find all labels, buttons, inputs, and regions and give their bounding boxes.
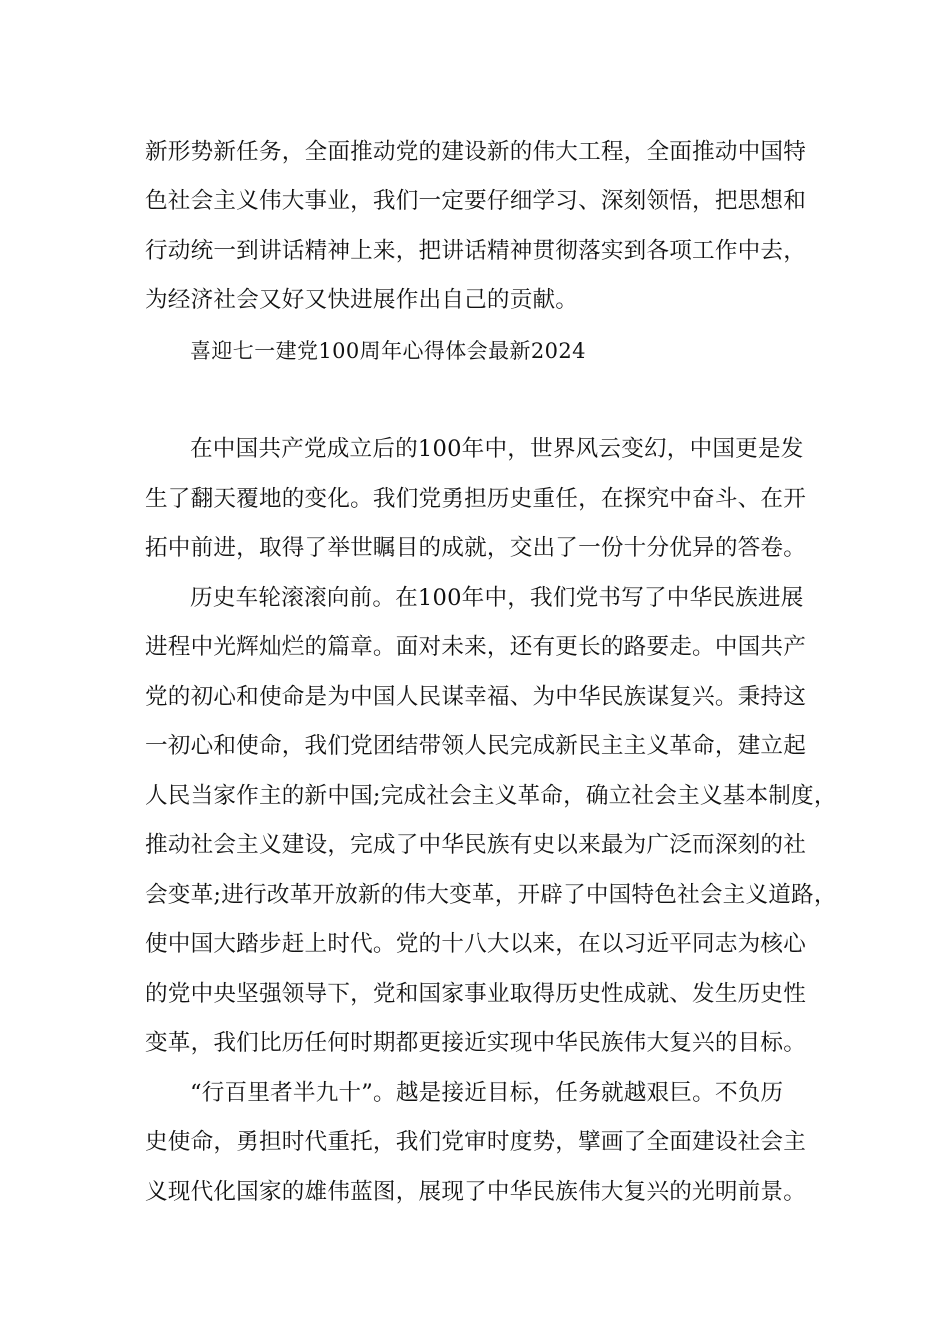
text-line: 义现代化国家的雄伟蓝图，展现了中华民族伟大复兴的光明前景。 [145, 1179, 807, 1205]
text-line: 史使命，勇担时代重托，我们党审时度势，擘画了全面建设社会主 [145, 1129, 807, 1155]
text-line: 使中国大踏步赶上时代。党的十八大以来，在以习近平同志为核心 [145, 931, 807, 957]
text-line: 变革，我们比历任何时期都更接近实现中华民族伟大复兴的目标。 [145, 1030, 807, 1056]
text-line: 历史车轮滚滚向前。在100年中，我们党书写了中华民族进展 [190, 585, 804, 611]
section-title: 喜迎七一建党100周年心得体会最新2024 [190, 339, 586, 363]
text-line: 一初心和使命，我们党团结带领人民完成新民主主义革命，建立起 [145, 733, 807, 759]
text-line: 生了翻天覆地的变化。我们党勇担历史重任，在探究中奋斗、在开 [145, 486, 807, 512]
text-line: 新形势新任务，全面推动党的建设新的伟大工程，全面推动中国特 [145, 139, 807, 165]
text-line: 的党中央坚强领导下，党和国家事业取得历史性成就、发生历史性 [145, 981, 807, 1007]
text-line: “行百里者半九十”。越是接近目标，任务就越艰巨。不负历 [190, 1080, 784, 1106]
text-line: 推动社会主义建设，完成了中华民族有史以来最为广泛而深刻的社 [145, 832, 807, 858]
text-line: 为经济社会又好又快进展作出自己的贡献。 [145, 287, 579, 313]
text-line: 行动统一到讲话精神上来，把讲话精神贯彻落实到各项工作中去， [145, 238, 807, 264]
text-line: 人民当家作主的新中国;完成社会主义革命，确立社会主义基本制度， [145, 783, 837, 809]
text-line: 色社会主义伟大事业，我们一定要仔细学习、深刻领悟，把思想和 [145, 188, 807, 214]
text-line: 进程中光辉灿烂的篇章。面对未来，还有更长的路要走。中国共产 [145, 634, 807, 660]
text-line: 党的初心和使命是为中国人民谋幸福、为中华民族谋复兴。秉持这 [145, 684, 807, 710]
text-line: 拓中前进，取得了举世瞩目的成就，交出了一份十分优异的答卷。 [145, 535, 807, 561]
text-line: 在中国共产党成立后的100年中，世界风云变幻，中国更是发 [190, 436, 804, 462]
text-line: 会变革;进行改革开放新的伟大变革，开辟了中国特色社会主义道路， [145, 882, 837, 908]
